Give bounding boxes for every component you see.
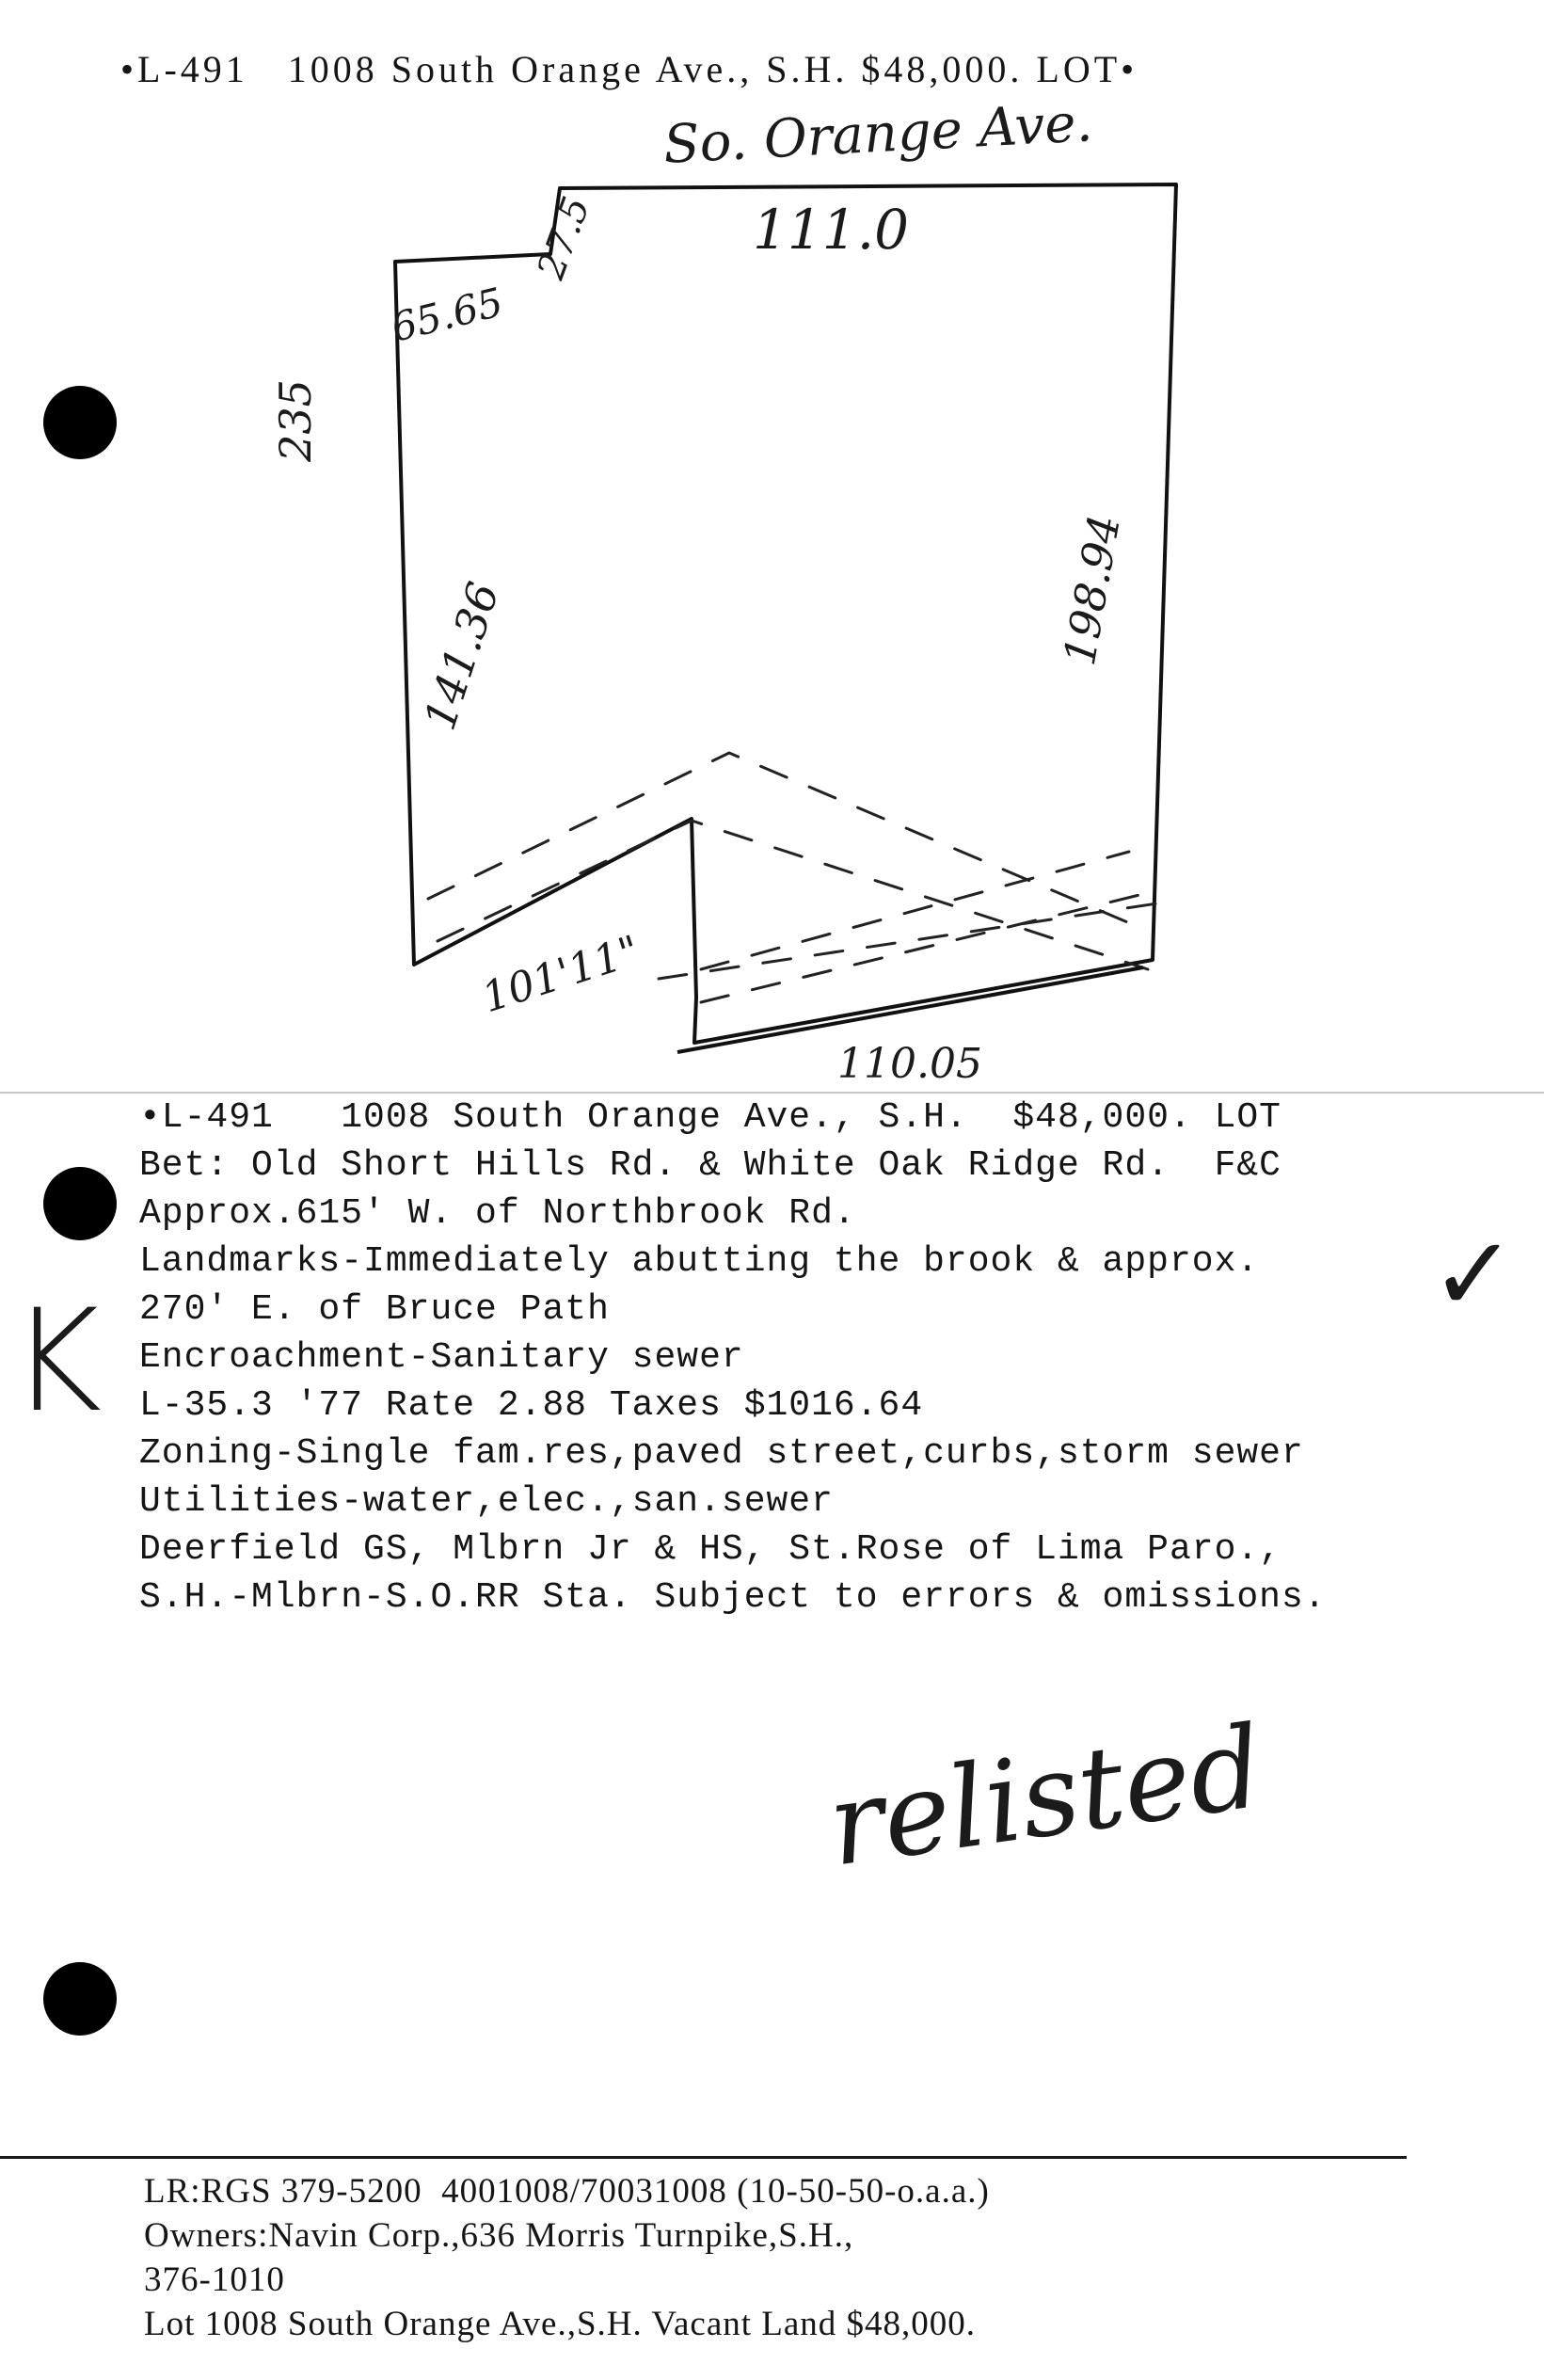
check-mark-icon: ✓ [1430, 1214, 1518, 1334]
listing-line: Zoning-Single fam.res,paved street,curbs,storm sewer [139, 1433, 1304, 1474]
listing-line: Bet: Old Short Hills Rd. & White Oak Ridge Rd. F&C [139, 1145, 1281, 1186]
listing-line: L-35.3 '77 Rate 2.88 Taxes $1016.64 [139, 1385, 924, 1426]
listing-body [139, 1094, 1327, 1621]
listing-line: Deerfield GS, Mlbrn Jr & HS, St.Rose of Lima Paro., [139, 1529, 1281, 1570]
left-angle-dimension: 235 [269, 379, 321, 462]
footer-line: Lot 1008 South Orange Ave.,S.H. Vacant Land $48,000. [144, 2305, 977, 2343]
footer-line: Owners:Navin Corp.,636 Morris Turnpike,S.H., [144, 2216, 854, 2255]
listing-line: 270' E. of Bruce Path [139, 1289, 610, 1330]
punch-hole-bottom [43, 1962, 117, 2036]
notch-dimension: 101'11" [476, 926, 645, 1023]
relisted-note: relisted [820, 1701, 1271, 1893]
listing-line: Utilities-water,elec.,san.sewer [139, 1481, 834, 1522]
left-dimension: 141.36 [413, 576, 510, 736]
step-dimension: 27.5 [529, 191, 599, 285]
footer-divider [0, 2156, 1407, 2159]
footer-block [144, 2169, 990, 2346]
listing-line: Encroachment-Sanitary sewer [139, 1337, 744, 1378]
street-label: So. Orange Ave. [661, 92, 1094, 176]
listing-line: •L-491 1008 South Orange Ave., S.H. $48,000. LOT [139, 1097, 1281, 1138]
front-dimension: 111.0 [753, 198, 910, 262]
sewer-easement-line [701, 894, 1143, 1002]
punch-hole-top [43, 386, 117, 459]
header-line: •L-491 1008 South Orange Ave., S.H. $48,000. LOT• [120, 48, 1138, 90]
listing-line: S.H.-Mlbrn-S.O.RR Sta. Subject to errors & omissions. [139, 1577, 1327, 1618]
sewer-easement-line [701, 852, 1129, 969]
punch-hole-middle [43, 1167, 117, 1240]
listing-line: Approx.615' W. of Northbrook Rd. [139, 1193, 856, 1234]
footer-line: LR:RGS 379-5200 4001008/70031008 (10-50-50-o.a.a.) [144, 2172, 990, 2211]
right-dimension: 198.94 [1053, 511, 1131, 669]
left-upper-dimension: 65.65 [386, 279, 508, 351]
rear-dimension: 110.05 [837, 1040, 982, 1088]
footer-line: 376-1010 [144, 2260, 285, 2299]
listing-line: Landmarks-Immediately abutting the brook & approx. [139, 1241, 1260, 1282]
sewer-easement-line [659, 903, 1157, 979]
handwritten-initial: K [9, 1280, 103, 1444]
